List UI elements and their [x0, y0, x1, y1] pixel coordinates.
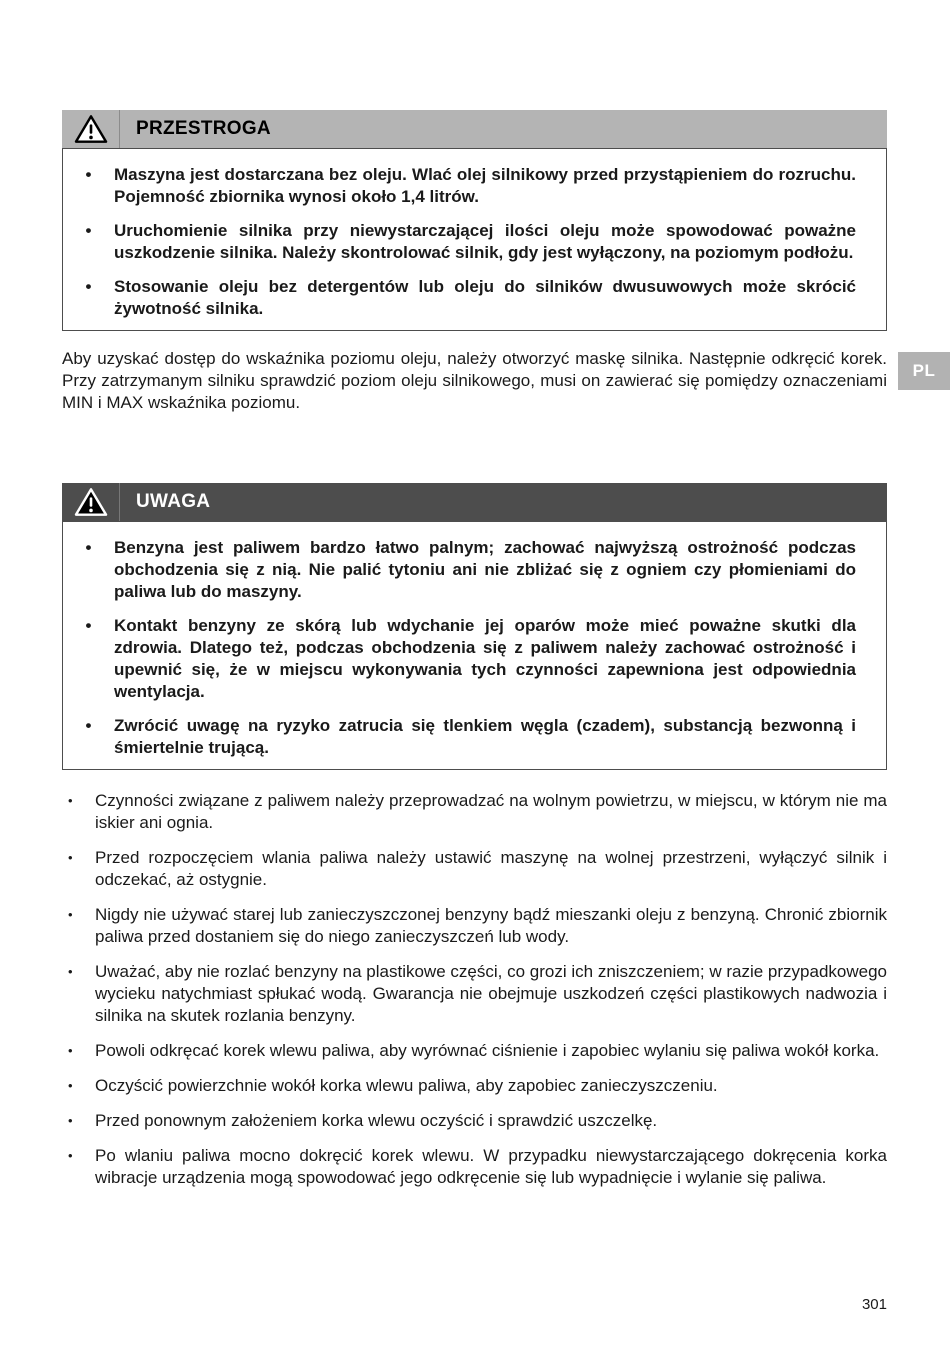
bullet-marker: •	[85, 538, 92, 557]
caution-box-body	[62, 148, 887, 331]
bullet-text: Po wlaniu paliwa mocno dokręcić korek wlewu. W przypadku niewystarczającego dokręcenia korka wibracje urządzenia mogą spowodować jego odkręcenie się lub wypadnięcie i wylanie się paliwa.	[95, 1146, 887, 1187]
list-item	[62, 1110, 887, 1132]
caution-box-title: PRZESTROGA	[136, 118, 271, 139]
bullet-text: Przed rozpoczęciem wlania paliwa należy ustawić maszynę na wolnej przestrzeni, wyłączyć silnik i odczekać, aż ostygnie.	[95, 848, 887, 889]
bullet-text: Stosowanie oleju bez detergentów lub oleju do silników dwusuwowych może skrócić żywotność silnika.	[114, 277, 856, 318]
list-item	[62, 1145, 887, 1189]
bullet-marker: •	[68, 1113, 73, 1128]
fuel-instructions-list	[62, 790, 887, 1189]
bullet-text: Przed ponownym założeniem korka wlewu oczyścić i sprawdzić uszczelkę.	[95, 1111, 658, 1130]
list-item	[62, 1040, 887, 1062]
list-item	[63, 615, 856, 703]
warning-triangle-filled-icon	[74, 487, 108, 517]
bullet-text: Uruchomienie silnika przy niewystarczającej ilości oleju może spowodować poważne uszkodzenie silnika. Należy skontrolować silnik, gdy jest wyłączony, na poziomym podłożu.	[114, 221, 856, 262]
bullet-marker: •	[68, 1078, 73, 1093]
bullet-text: Benzyna jest paliwem bardzo łatwo palnym; zachować najwyższą ostrożność podczas obchodzenia się z nią. Nie palić tytoniu ani nie zbliżać się z ogniem czy płomieniami do paliwa lub do maszyny.	[114, 538, 856, 601]
bullet-marker: •	[68, 907, 73, 922]
bullet-text: Maszyna jest dostarczana bez oleju. Wlać olej silnikowy przed przystąpieniem do rozruchu. Pojemność zbiornika wynosi około 1,4 litrów.	[114, 165, 856, 206]
page-number: 301	[861, 1296, 887, 1313]
bullet-text: Czynności związane z paliwem należy przeprowadzać na wolnym powietrzu, w miejscu, w którym nie ma iskier ani ognia.	[95, 791, 887, 832]
list-item	[62, 961, 887, 1027]
bullet-text: Uważać, aby nie rozlać benzyny na plastikowe części, co grozi ich zniszczeniem; w razie przypadkowego wycieku natychmiast spłukać wodą. Gwarancja nie obejmuje uszkodzeń części plastikowych nadwozia i silnika na skutek rozlania benzyny.	[95, 962, 887, 1025]
bullet-marker: •	[85, 221, 92, 240]
bullet-text: Powoli odkręcać korek wlewu paliwa, aby wyrównać ciśnienie i zapobiec wylaniu się paliwa wokół korka.	[95, 1041, 880, 1060]
page-content	[62, 110, 887, 1202]
bullet-marker: •	[85, 277, 92, 296]
list-item	[63, 164, 856, 208]
list-item	[62, 904, 887, 948]
bullet-marker: •	[85, 165, 92, 184]
bullet-marker: •	[68, 793, 73, 808]
language-tab: PL	[898, 352, 950, 390]
bullet-marker: •	[68, 850, 73, 865]
list-item	[62, 847, 887, 891]
list-item	[63, 715, 856, 759]
bullet-marker: •	[85, 616, 92, 635]
list-item	[63, 537, 856, 603]
list-item	[62, 790, 887, 834]
warning-box-title: UWAGA	[136, 491, 211, 512]
bullet-marker: •	[68, 1148, 73, 1163]
list-item	[63, 276, 856, 320]
caution-box-header	[62, 110, 887, 148]
bullet-text: Oczyścić powierzchnie wokół korka wlewu paliwa, aby zapobiec zanieczyszczeniu.	[95, 1076, 718, 1095]
bullet-text: Zwrócić uwagę na ryzyko zatrucia się tlenkiem węgla (czadem), substancją bezwonną i śmiertelnie trującą.	[114, 716, 856, 757]
oil-level-paragraph: Aby uzyskać dostęp do wskaźnika poziomu oleju, należy otworzyć maskę silnika. Następnie odkręcić korek. Przy zatrzymanym silniku sprawdzić poziom oleju silnikowego, musi on zawierać się pomiędzy oznaczeniami MIN i MAX wskaźnika poziomu.	[62, 349, 887, 412]
bullet-marker: •	[68, 964, 73, 979]
bullet-marker: •	[85, 716, 92, 735]
warning-icon-cell	[62, 483, 120, 521]
bullet-text: Nigdy nie używać starej lub zanieczyszczonej benzyny bądź mieszanki oleju z benzyną. Chronić zbiornik paliwa przed dostaniem się do niego zanieczyszczeń lub wody.	[95, 905, 887, 946]
bullet-marker: •	[68, 1043, 73, 1058]
warning-box	[62, 483, 887, 770]
warning-triangle-outline-icon	[74, 114, 108, 144]
list-item	[62, 1075, 887, 1097]
list-item	[63, 220, 856, 264]
bullet-text: Kontakt benzyny ze skórą lub wdychanie jej oparów może mieć poważne skutki dla zdrowia. Dlatego też, podczas obchodzenia się z paliwem należy zachować ostrożność i upewnić się, że w miejscu wykonywania tych czynności zapewniona jest odpowiednia wentylacja.	[114, 616, 856, 701]
caution-icon-cell	[62, 110, 120, 148]
caution-box	[62, 110, 887, 331]
warning-box-body	[62, 521, 887, 770]
warning-box-header	[62, 483, 887, 521]
